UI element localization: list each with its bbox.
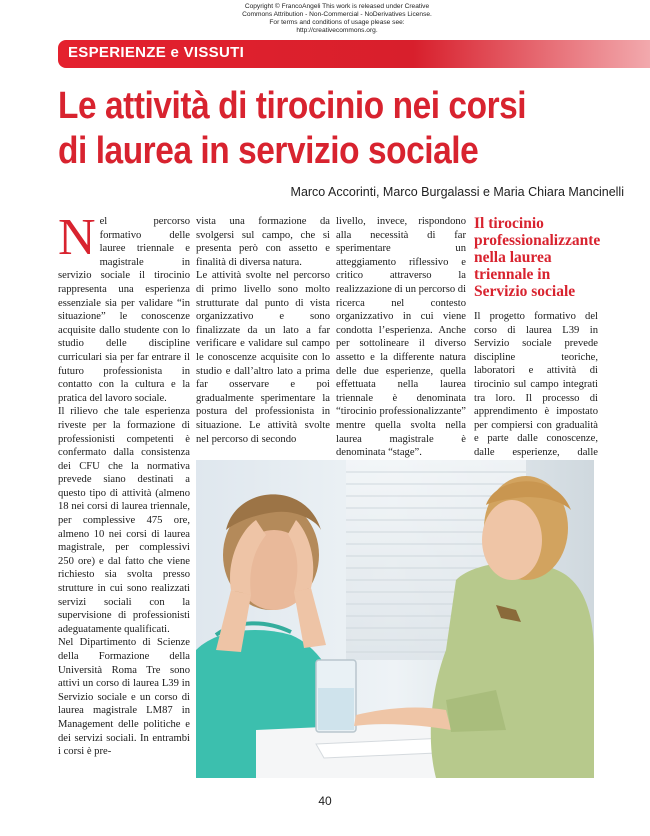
section-banner (58, 40, 650, 68)
title-line: Le attività di tirocinio nei corsi (58, 85, 527, 127)
paragraph: vista una formazione da svolgersi sul campo, che si presenta però con assetto e finalità di diversa natura. (196, 216, 330, 268)
article-photo (196, 460, 594, 778)
paragraph: Nel Dipartimento di Scienze della Formazione della Università Roma Tre sono attivi un corso di laurea L39 in Servizio sociale e un corso di laurea magistrale LM87 in Management delle politiche e dei servizi sociali. In entrambi i corsi è pre- (58, 637, 190, 758)
section-label: ESPERIENZE e VISSUTI (68, 44, 245, 61)
paragraph: Il rilievo che tale esperienza riveste per la formazione di professionisti competenti è confermato dalla consistenza dei CFU che la normativa prevede siano destinati a questo tipo di attività (almeno 18 nei corsi di laurea triennale, per complessive 475 ore, almeno 10 nei corsi di laurea magistrale, per complessivi 250 ore) e dal fatto che viene richiesto sia svolta presso strutture in cui sono realizzati servizi sociali con la supervisione di professionisti adeguatamente qualificati. (58, 406, 190, 635)
photo-illustration (196, 460, 594, 778)
copyright-notice (232, 3, 442, 35)
copyright-line: For terms and conditions of usage please see: (269, 19, 405, 26)
drop-cap: N (58, 209, 96, 266)
text-column-3 (336, 215, 466, 460)
text-column-2 (196, 215, 330, 446)
page-number: 40 (318, 794, 332, 808)
copyright-link[interactable]: http://creativecommons.org. (296, 27, 378, 34)
article-authors: Marco Accorinti, Marco Burgalassi e Maria Chiara Mancinelli (290, 185, 624, 199)
title-line: di laurea in servizio sociale (58, 130, 479, 172)
text-column-4 (474, 215, 601, 473)
paragraph: Il progetto formativo del corso di laurea L39 in Servizio sociale prevede discipline teoriche, laboratori e attività di tirocinio sul campo integrati tra loro. Il processo di apprendimento è impostato per compiersi con gradualità e parte dalle conoscenze, dalle esperienze, dalle (474, 311, 598, 458)
subsection-heading: Il tirocinio professionalizzante nella laurea triennale in Servizio sociale (474, 215, 601, 300)
paragraph: livello, invece, rispondono alla necessità di far sperimentare un atteggiamento riflessivo e critico attraverso la realizzazione di un percorso di ricerca nel contesto organizzativo in cui viene condotta l’esperienza. Anche per sottolineare il diverso assetto e la differente natura delle due esperienze, quella effettuata nella laurea triennale è denominata “tirocinio professionalizzante” mentre quella svolta nella laurea magistrale è denominata “stage”. (336, 216, 467, 459)
paragraph (58, 209, 190, 405)
copyright-line: Copyright © FrancoAngeli This work is released under Creative (244, 3, 430, 10)
water-glass (316, 660, 356, 732)
article-title (58, 84, 568, 174)
paragraph-text: el percorso formativo delle lauree triennale e magistrale in servizio sociale il tirocinio rappresenta una esperienza essenziale sia per validare “in situazione” le conoscenze acquisite dallo studente con lo studio delle discipline curriculari sia per far entrare il futuro professionista in contatto con la cultura e la pratica del lavoro sociale. (58, 216, 190, 404)
text-column-1 (58, 209, 190, 759)
copyright-line: Commons Attribution - Non-Commercial - NoDerivatives License. (242, 11, 432, 18)
paragraph: Le attività svolte nel percorso di primo livello sono molto strutturate dal punto di vista organizzativo e sono finalizzate da un lato a far verificare e validare sul campo le conoscenze acquisite con lo studio e dall’altro lato a prima far osservare e poi gradualmente sperimentare la postura del professionista in situazione. Le attività svolte nel percorso di secondo (196, 270, 330, 445)
